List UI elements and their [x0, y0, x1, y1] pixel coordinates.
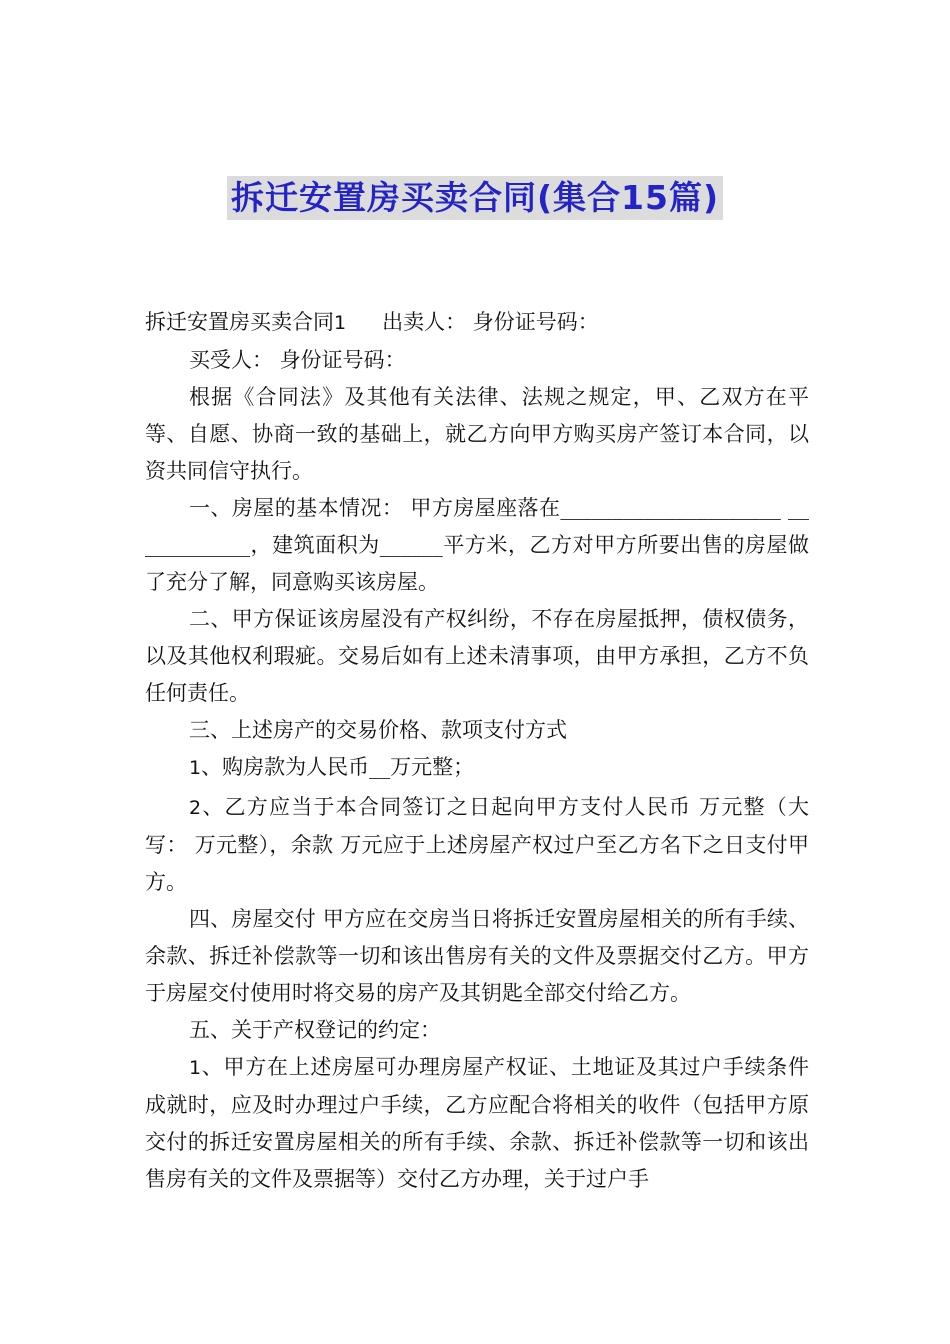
intro-line	[145, 304, 809, 342]
section-1-paragraph: 一、房屋的基本情况： 甲方房屋座落在_____________________ ____________，建筑面积为______平方米，乙方对甲方所要出售的房屋做了充分了解，同意购买该房屋。	[145, 496, 809, 594]
item-text: 、乙方应当于本合同签订之日起向甲方支付人民币 万元整（大写： 万元整），余款 万元应于上述房屋产权过户至乙方名下之日支付甲方。	[145, 795, 809, 894]
item-text: 、甲方在上述房屋可办理房屋产权证、土地证及其过户手续条件成就时，应及时办理过户手续，乙方应配合将相关的收件（包括甲方原交付的拆迁安置房屋相关的所有手续、余款、拆迁补偿款等一切和该出售房有关的文件及票据等）交付乙方办理，关于过户手	[145, 1055, 809, 1191]
section-3-item-2	[145, 789, 809, 901]
basis-paragraph: 根据《合同法》及其他有关法律、法规之规定，甲、乙双方在平等、自愿、协商一致的基础上，就乙方向甲方购买房产签订本合同，以资共同信守执行。	[145, 385, 809, 483]
section-3-heading: 三、上述房产的交易价格、款项支付方式	[189, 718, 567, 742]
contract-heading: 拆迁安置房买卖合同	[145, 310, 334, 334]
section-3-item-1	[145, 749, 809, 787]
section-4-paragraph: 四、房屋交付 甲方应在交房当日将拆迁安置房屋相关的所有手续、余款、拆迁补偿款等一切和该出售房有关的文件及票据交付乙方。甲方于房屋交付使用时将交易的房产及其钥匙全部交付给乙方。	[145, 907, 809, 1005]
item-number: 1	[189, 757, 202, 779]
seller-line: 出卖人： 身份证号码：	[382, 310, 599, 334]
buyer-line: 买受人： 身份证号码：	[189, 348, 406, 372]
item-number: 1	[189, 1057, 202, 1079]
item-text: 、购房款为人民币__万元整；	[201, 755, 475, 779]
document-title: 拆迁安置房买卖合同(集合15篇)	[227, 176, 723, 220]
contract-number: 1	[334, 312, 347, 334]
section-2-paragraph: 二、甲方保证该房屋没有产权纠纷，不存在房屋抵押，债权债务，以及其他权利瑕疵。交易后如有上述未清事项，由甲方承担，乙方不负任何责任。	[145, 607, 809, 705]
title-container	[0, 176, 950, 220]
section-5-item-1	[145, 1049, 809, 1198]
section-5-heading: 五、关于产权登记的约定：	[189, 1018, 441, 1042]
document-body	[145, 304, 809, 1198]
item-number: 2	[189, 797, 202, 819]
